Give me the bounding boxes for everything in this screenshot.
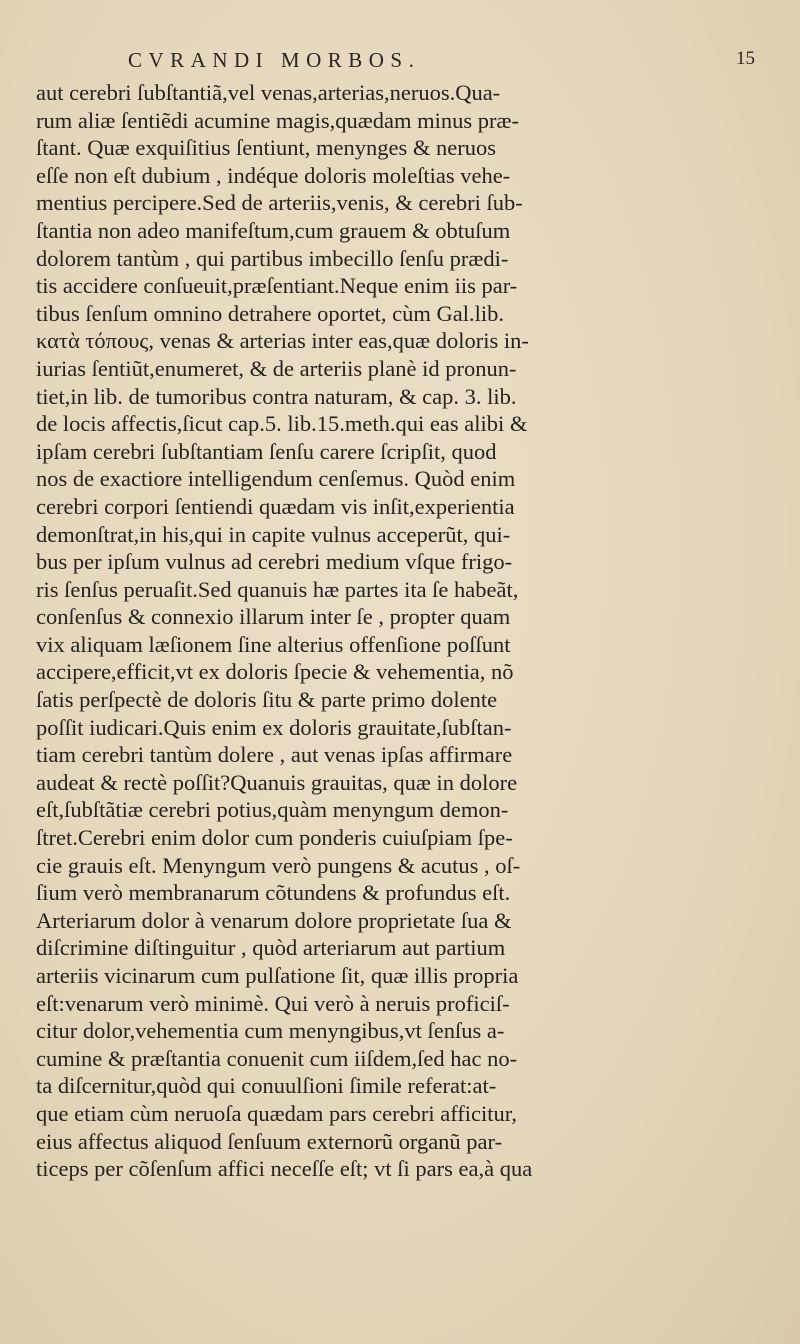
text-line: que etiam cùm neruoſa quædam pars cerebri afficitur, [36,1100,517,1126]
text-line: cumine & præſtantia conuenit cum iiſdem,ſed hac no- [36,1045,518,1071]
text-line: ipſam cerebri ſubſtantiam ſenſu carere ſcripſit, quod [36,438,497,464]
text-line: conſenſus & connexio illarum inter ſe , propter quam [36,604,511,630]
text-line: dolorem tantùm , qui partibus imbecillo ſenſu prædi- [36,245,509,271]
text-line: tiam cerebri tantùm dolere , aut venas ipſas affirmare [36,742,513,768]
text-line: accipere,efficit,vt ex doloris ſpecie & vehementia, nõ [36,659,514,685]
text-line: cie grauis eſt. Menyngum verò pungens & acutus , oſ- [36,852,521,878]
text-line: poſſit iudicari.Quis enim ex doloris grauitate,ſubſtan- [36,714,512,740]
text-line: de locis affectis,ſicut cap.5. lib.15.meth.qui eas alibi & [36,411,528,437]
text-line: bus per ipſum vulnus ad cerebri medium vſque frigo- [36,549,513,575]
text-line: ſtantia non adeo manifeſtum,cum grauem & obtuſum [36,217,511,243]
text-line: ris ſenſus peruaſit.Sed quanuis hæ partes ita ſe habeãt, [36,576,519,602]
text-line: audeat & rectè poſſit?Quanuis grauitas, quæ in dolore [36,769,518,795]
text-line: eſſe non eſt dubium , indéque doloris moleſtias vehe- [36,162,511,188]
text-line: Arteriarum dolor à venarum dolore proprietate ſua & [36,907,512,933]
text-line: eſt:venarum verò minimè. Qui verò à neruis proficiſ- [36,990,510,1016]
text-line: rum aliæ ſentiẽdi acumine magis,quædam minus præ- [36,107,520,133]
text-line: tis accidere conſueuit,præſentiant.Neque enim iis par- [36,273,518,299]
text-line: tiet,in lib. de tumoribus contra naturam, & cap. 3. lib. [36,383,517,409]
running-head [0,40,800,80]
text-line: eſt,ſubſtãtiæ cerebri potius,quàm menyngum demon- [36,797,509,823]
text-line: ta diſcernitur,quòd qui conuulſioni ſimile referat:at- [36,1073,497,1099]
text-line: mentius percipere.Sed de arteriis,venis, & cerebri ſub- [36,190,523,216]
text-line: ſtant. Quæ exquiſitius ſentiunt, menynges & neruos [36,135,496,161]
text-line: diſcrimine diſtinguitur , quòd arteriarum aut partium [36,935,506,961]
text-line: ſium verò membranarum cõtundens & profundus eſt. [36,880,511,906]
text-line: κατὰ τόπους, venas & arterias inter eas,quæ doloris in- [36,328,529,354]
text-line: cerebri corpori ſentiendi quædam vis inſit,experientia [36,493,515,519]
text-line: vix aliquam læſionem ſine alterius offenſione poſſunt [36,631,511,657]
text-line: nos de exactiore intelligendum cenſemus. Quòd enim [36,466,516,492]
text-line: tibus ſenſum omnino detrahere oportet, cùm Gal.lib. [36,300,505,326]
text-line: aut cerebri ſubſtantiã,vel venas,arterias,neruos.Qua- [36,80,501,105]
text-line: citur dolor,vehementia cum menyngibus,vt ſenſus a- [36,1018,505,1044]
text-line: ſatis perſpectè de doloris ſitu & parte primo dolente [36,687,498,713]
text-line: ſtret.Cerebri enim dolor cum ponderis cuiuſpiam ſpe- [36,825,513,851]
text-line: demonſtrat,in his,qui in capite vulnus acceperũt, qui- [36,521,511,547]
page-number: 15 [736,48,755,69]
text-line: eius affectus aliquod ſenſuum externorũ organũ par- [36,1128,503,1154]
text-line: arteriis vicinarum cum pulſatione ſit, quæ illis propria [36,963,519,988]
body-text [36,79,776,1183]
text-line: ticeps per cõſenſum affici neceſſe eſt; vt ſi pars ea,à qua [36,1156,533,1182]
text-line: iurias ſentiũt,enumeret, & de arteriis planè id pronun- [36,355,517,381]
running-title: CVRANDI MORBOS. [128,48,421,72]
